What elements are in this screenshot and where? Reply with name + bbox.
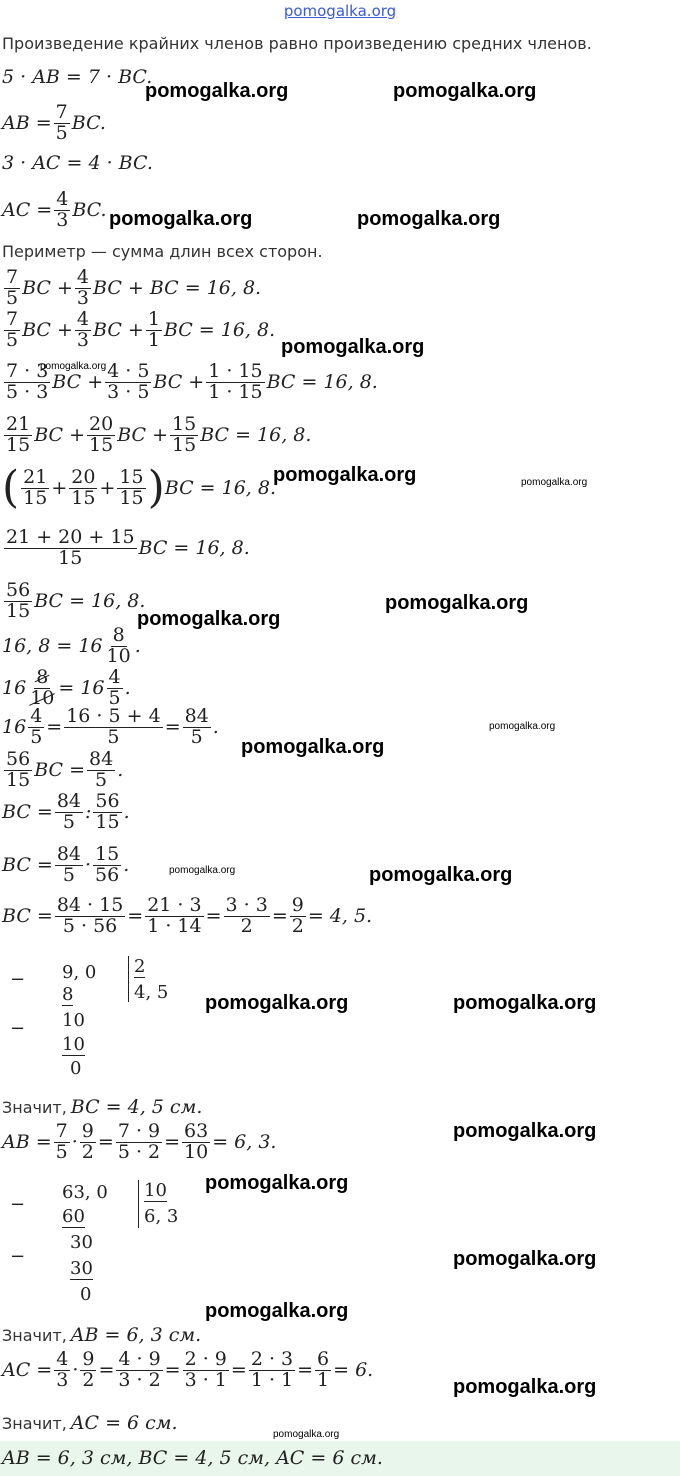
watermark: pomogalka.org — [281, 336, 425, 358]
watermark: pomogalka.org — [205, 1300, 349, 1322]
answer-text: AB = 6, 3 см, BC = 4, 5 см, AC = 6 см. — [2, 1447, 383, 1469]
watermark-small: pomogalka.org — [273, 1429, 340, 1440]
equation-15: $\frac{56}{15}$ BC = $\frac{84}{5}$ . — [6, 748, 124, 791]
watermark-small: pomogalka.org — [40, 361, 107, 372]
equation-9: ( $\frac{21}{15}$ + $\frac{20}{15}$ + $\frac{15}{15}$ ) BC = 16, 8. — [2, 462, 276, 513]
perimeter-text: Периметр — сумма длин всех сторон. — [2, 242, 323, 261]
equation-13: 16 $\frac{8}{10}$ = 16 $\frac{4}{5}$ . — [2, 666, 131, 709]
equation-1: 5 · AB = 7 · BC. — [2, 66, 153, 88]
watermark: pomogalka.org — [393, 80, 537, 102]
equation-3: 3 · AC = 4 · BC. — [2, 152, 153, 174]
equation-18: BC = $\frac{84 \cdot 15}{5 \cdot 56}$ = $\frac{21 \cdot 3}{1 \cdot 14}$ = $\frac{3 \cdot 3}{2}$ = $\frac{9}{2}$ = 4, 5. — [2, 894, 373, 937]
equation-10: $\frac{21 + 20 + 15}{15}$ BC = 16, 8. — [6, 526, 250, 569]
equation-14: 16 $\frac{4}{5}$ = $\frac{16 \cdot 5 + 4}{5}$ = $\frac{84}{5}$ . — [2, 705, 219, 748]
watermark: pomogalka.org — [137, 608, 281, 630]
answer-box — [0, 1441, 680, 1476]
watermark: pomogalka.org — [241, 736, 385, 758]
watermark: pomogalka.org — [145, 80, 289, 102]
watermark: pomogalka.org — [205, 1172, 349, 1194]
equation-17: BC = $\frac{84}{5}$ · $\frac{15}{56}$ . — [2, 843, 130, 886]
watermark-small: pomogalka.org — [169, 865, 236, 876]
watermark: pomogalka.org — [273, 464, 417, 486]
watermark: pomogalka.org — [357, 208, 501, 230]
equation-16: BC = $\frac{84}{5}$ : $\frac{56}{15}$ . — [2, 790, 130, 833]
equation-2: AB = $\frac{7}{5}$ BC. — [2, 101, 106, 144]
equation-12: 16, 8 = 16 $\frac{8}{10}$ . — [2, 624, 141, 667]
watermark: pomogalka.org — [109, 208, 253, 230]
watermark: pomogalka.org — [205, 992, 349, 1014]
equation-4: AC = $\frac{4}{3}$ BC. — [2, 188, 107, 231]
watermark: pomogalka.org — [369, 864, 513, 886]
equation-19: AB = $\frac{7}{5}$ · $\frac{9}{2}$ = $\frac{7 \cdot 9}{5 \cdot 2}$ = $\frac{63}{10}$ = 6, 3. — [2, 1120, 277, 1163]
result-bc-line: Значит, BC = 4, 5 см. — [2, 1096, 203, 1118]
watermark: pomogalka.org — [453, 992, 597, 1014]
watermark: pomogalka.org — [453, 1248, 597, 1270]
equation-5: $\frac{7}{5}$ BC + $\frac{4}{3}$ BC + BC = 16, 8. — [6, 266, 262, 309]
header-link[interactable]: pomogalka.org — [283, 2, 397, 20]
result-ab-line: Значит, AB = 6, 3 см. — [2, 1324, 202, 1346]
equation-7: $\frac{7 \cdot 3}{5 \cdot 3}$ BC + $\frac{4 \cdot 5}{3 \cdot 5}$ BC + $\frac{1 \cdot 15}{1 \cdot 15}$ BC = 16, 8. — [6, 360, 378, 403]
watermark: pomogalka.org — [453, 1120, 597, 1142]
equation-20: AC = $\frac{4}{3}$ · $\frac{9}{2}$ = $\frac{4 \cdot 9}{3 \cdot 2}$ = $\frac{2 \cdot 9}{3 \cdot 1}$ = $\frac{2 \cdot 3}{1 \cdot 1}$ = $\frac{6}{1}$ = 6. — [2, 1348, 374, 1391]
rule-text: Произведение крайних членов равно произведению средних членов. — [2, 34, 592, 53]
equation-6: $\frac{7}{5}$ BC + $\frac{4}{3}$ BC + $\frac{1}{1}$ BC = 16, 8. — [6, 308, 276, 351]
result-ac-line: Значит, AC = 6 см. — [2, 1412, 178, 1434]
watermark-small: pomogalka.org — [489, 721, 556, 732]
equation-11: $\frac{56}{15}$ BC = 16, 8. — [6, 579, 146, 622]
watermark: pomogalka.org — [385, 592, 529, 614]
equation-8: $\frac{21}{15}$ BC + $\frac{20}{15}$ BC + $\frac{15}{15}$ BC = 16, 8. — [6, 413, 312, 456]
watermark-small: pomogalka.org — [521, 477, 588, 488]
watermark: pomogalka.org — [453, 1376, 597, 1398]
